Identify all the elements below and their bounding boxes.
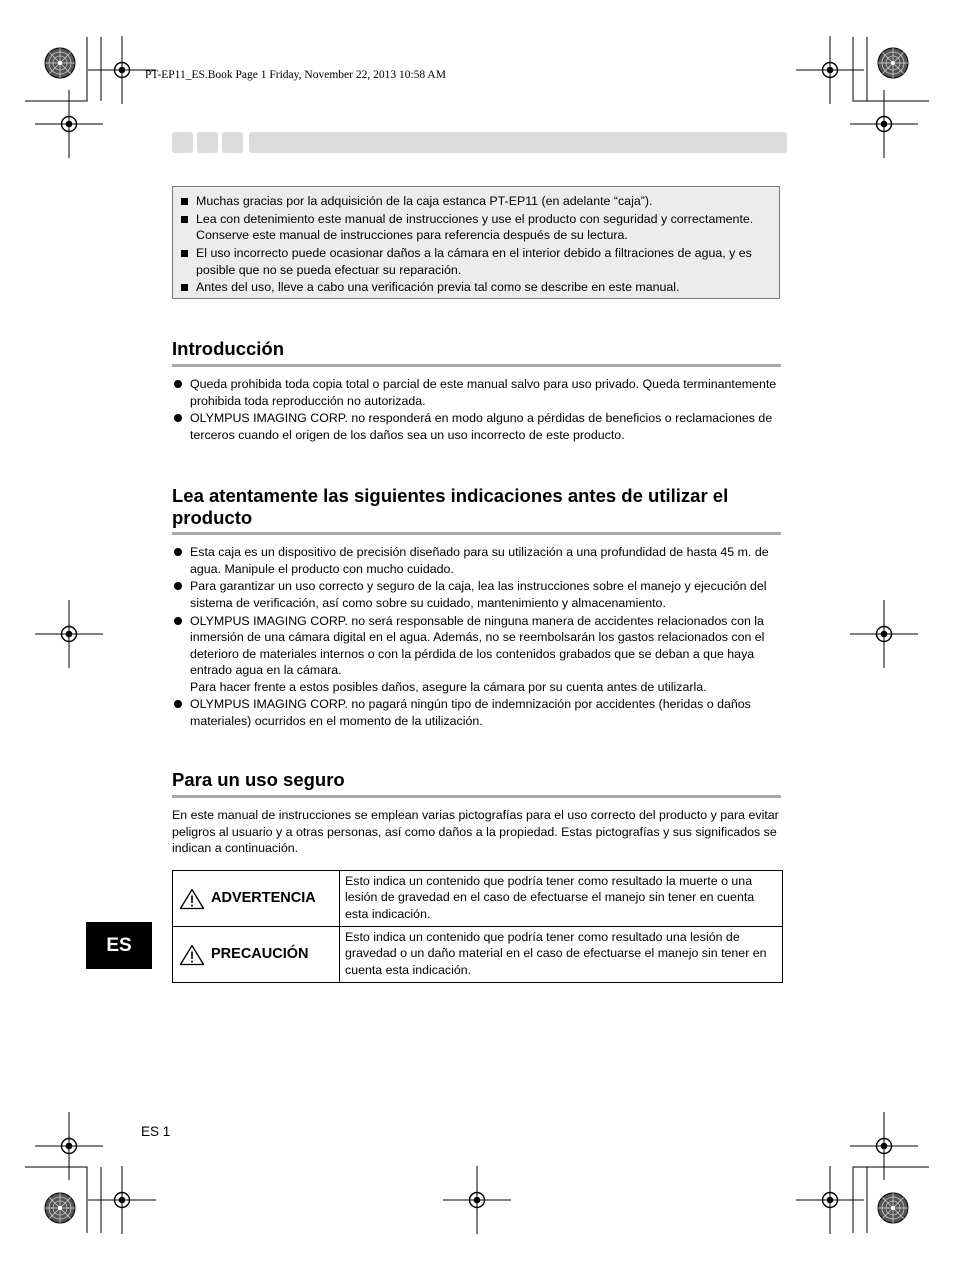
notice-item: Lea con detenimiento este manual de instrucciones y use el producto con seguridad y correctamente. Conserve este manual de instrucciones para referencia después de su lectura. <box>180 211 771 244</box>
uso-seguro-intro: En este manual de instrucciones se emplean varias pictografías para el uso correcto del producto y para evitar peligros al usuario y a otras personas, así como daños a la propiedad. Estas pictografías y sus significados se indican a continuación. <box>172 808 779 855</box>
intro-notice-box <box>172 186 780 299</box>
advertencia-label: ADVERTENCIA <box>211 890 316 907</box>
header-square <box>222 132 243 153</box>
notice-item: Muchas gracias por la adquisición de la caja estanca PT-EP11 (en adelante “caja”). <box>180 193 771 210</box>
section-title-uso-seguro: Para un uso seguro <box>172 769 345 790</box>
list-item: OLYMPUS IMAGING CORP. no será responsable de ninguna manera de accidentes relacionados con la inmersión de una cámara digital en el agua. Además, no se reembolsarán los gastos relacionados con el deterioro de materiales internos o con la pérdida de los contenidos grabados que se deban a que haya entrado agua en la cámara. Para hacer frente a estos posibles daños, asegure la cámara por su cuenta antes de utilizarla. <box>172 613 784 696</box>
warning-triangle-icon <box>179 888 205 910</box>
list-item: Queda prohibida toda copia total o parcial de este manual salvo para uso privado. Queda terminantemente prohibida toda reproducción no autorizada. <box>172 376 784 409</box>
bullet-icon <box>174 700 182 708</box>
header-square <box>197 132 218 153</box>
list-item: OLYMPUS IMAGING CORP. no pagará ningún tipo de indemnización por accidentes (heridas o daños materiales) ocurridos en el momento de la utilización. <box>172 696 784 729</box>
lea-atentamente-list <box>172 544 784 731</box>
list-item: Para garantizar un uso correcto y seguro de la caja, lea las instrucciones sobre el manejo y ejecución del sistema de verificación, así como sobre su cuidado, mantenimiento y almacenamiento. <box>172 578 784 611</box>
table-row <box>173 927 783 983</box>
notice-item: El uso incorrecto puede ocasionar daños a la cámara en el interior debido a filtraciones de agua, y es posible que no se pueda efectuar su reparación. <box>180 245 771 278</box>
section-rule <box>172 795 781 798</box>
header-square <box>172 132 193 153</box>
page-number: ES 1 <box>141 1124 171 1139</box>
bullet-icon <box>174 582 182 590</box>
warning-triangle-icon <box>179 944 205 966</box>
section-title-lea-atentamente: Lea atentamente las siguientes indicaciones antes de utilizar el producto <box>172 485 729 528</box>
section-rule <box>172 364 781 367</box>
table-row <box>173 871 783 927</box>
square-bullet-icon <box>181 216 188 223</box>
bullet-icon <box>174 548 182 556</box>
bullet-icon <box>174 380 182 388</box>
pictograph-table <box>172 870 783 983</box>
book-info-line: PT-EP11_ES.Book Page 1 Friday, November 22, 2013 10:58 AM <box>145 69 446 81</box>
square-bullet-icon <box>181 284 188 291</box>
bullet-icon <box>174 414 182 422</box>
header-bar <box>249 132 787 153</box>
list-item: Esta caja es un dispositivo de precisión diseñado para su utilización a una profundidad de hasta 45 m. de agua. Manipule el producto con mucho cuidado. <box>172 544 784 577</box>
square-bullet-icon <box>181 250 188 257</box>
precaucion-label: PRECAUCIÓN <box>211 946 309 963</box>
section-title-introduccion: Introducción <box>172 338 285 359</box>
square-bullet-icon <box>181 198 188 205</box>
table-label-cell <box>173 871 340 927</box>
list-item: OLYMPUS IMAGING CORP. no responderá en modo alguno a pérdidas de beneficios o reclamaciones de terceros cuando el origen de los daños sea un uso incorrecto de este producto. <box>172 410 784 443</box>
table-desc-cell: Esto indica un contenido que podría tener como resultado una lesión de gravedad o un daño material en el caso de efectuarse el manejo sin tener en cuenta esta indicación. <box>340 927 783 983</box>
language-tab: ES <box>86 922 152 969</box>
bullet-icon <box>174 617 182 625</box>
notice-item: Antes del uso, lleve a cabo una verificación previa tal como se describe en este manual. <box>180 279 771 296</box>
introduccion-list <box>172 376 784 445</box>
table-desc-cell: Esto indica un contenido que podría tener como resultado la muerte o una lesión de gravedad en el caso de efectuarse el manejo sin tener en cuenta esta indicación. <box>340 871 783 927</box>
table-label-cell <box>173 927 340 983</box>
section-rule <box>172 532 781 535</box>
header-decoration <box>172 132 243 153</box>
